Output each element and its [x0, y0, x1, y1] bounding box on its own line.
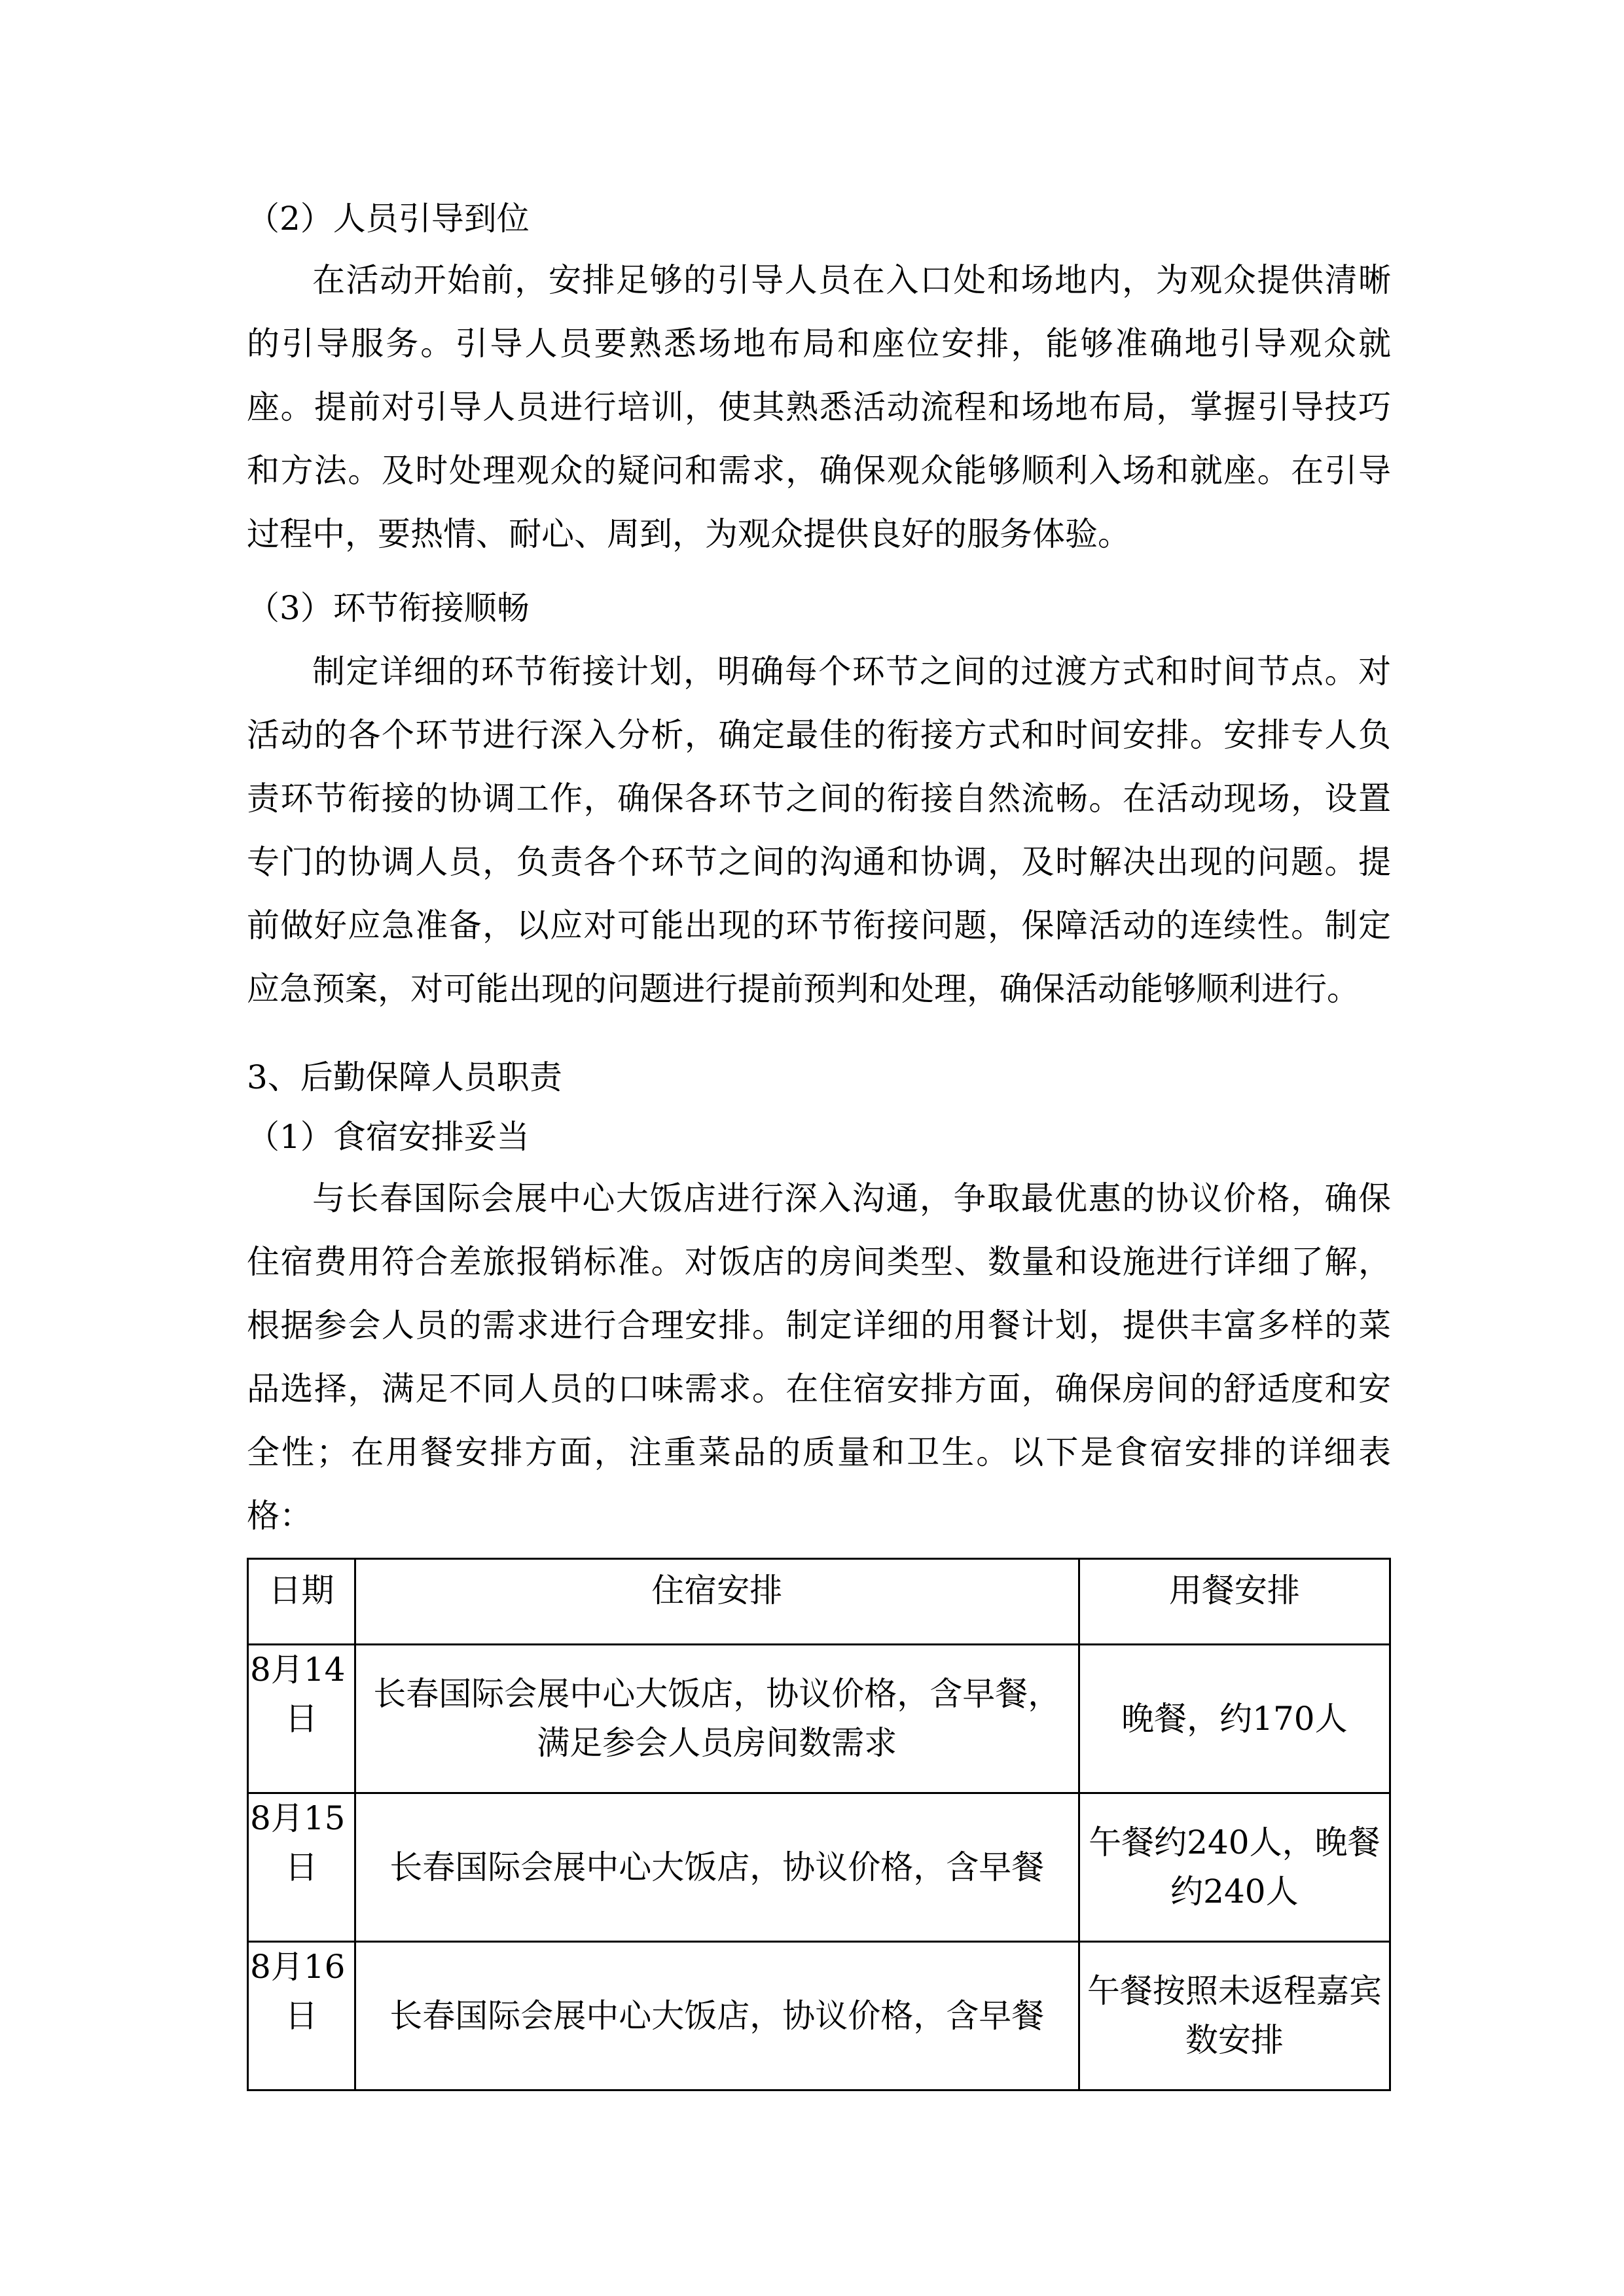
text-line: 与长春国际会展中心大饭店进行深入沟通，争取最优惠的协议价格，确保 [312, 1179, 1391, 1217]
table-row [248, 1793, 1390, 1942]
cell-line: 长春国际会展中心大饭店，协议价格，含早餐 [389, 1996, 1045, 2035]
cell-line: 午餐按照未返程嘉宾 [1087, 1972, 1382, 2010]
lodging-cell [355, 1793, 1079, 1942]
text-line: 根据参会人员的需求进行合理安排。制定详细的用餐计划，提供丰富多样的菜 [247, 1306, 1391, 1344]
meals-cell [1079, 1793, 1390, 1942]
section-heading-guidance: （2）人员引导到位 [247, 200, 530, 238]
text-line: 品选择，满足不同人员的口味需求。在住宿安排方面，确保房间的舒适度和安 [247, 1370, 1391, 1408]
paragraph-guidance [247, 249, 1391, 566]
text-line: 的引导服务。引导人员要熟悉场地布局和座位安排，能够准确地引导观众就 [247, 325, 1391, 363]
text-line: 活动的各个环节进行深入分析，确定最佳的衔接方式和时间安排。安排专人负 [247, 716, 1391, 754]
cell-line: 晚餐，约170人 [1121, 1699, 1348, 1738]
text-line: 专门的协调人员，负责各个环节之间的沟通和协调，及时解决出现的问题。提 [247, 843, 1391, 881]
date-line: 8月14 [250, 1651, 346, 1689]
meals-cell [1079, 1645, 1390, 1793]
date-cell [248, 1645, 355, 1793]
text-line: 和方法。及时处理观众的疑问和需求，确保观众能够顺利入场和就座。在引导 [247, 452, 1391, 490]
text-line: 在活动开始前，安排足够的引导人员在入口处和场地内，为观众提供清晰 [312, 261, 1391, 299]
table-header-row [248, 1559, 1390, 1645]
text-line: 住宿费用符合差旅报销标准。对饭店的房间类型、数量和设施进行详细了解， [247, 1243, 1391, 1281]
header-lodging: 住宿安排 [355, 1559, 1079, 1645]
text-line: 制定详细的环节衔接计划，明确每个环节之间的过渡方式和时间节点。对 [312, 653, 1391, 691]
cell-line: 数安排 [1185, 2021, 1284, 2059]
date-cell [248, 1942, 355, 2090]
date-line: 日 [285, 1997, 318, 2035]
header-date: 日期 [248, 1559, 355, 1645]
paragraph-transition [247, 640, 1391, 1021]
cell-line: 满足参会人员房间数需求 [537, 1724, 897, 1762]
section-heading-accommodation: （1）食宿安排妥当 [247, 1118, 530, 1156]
cell-line: 长春国际会展中心大饭店，协议价格，含早餐 [389, 1848, 1045, 1886]
text-line: 应急预案，对可能出现的问题进行提前预判和处理，确保活动能够顺利进行。 [247, 970, 1360, 1008]
table-row [248, 1942, 1390, 2090]
date-line: 8月16 [250, 1948, 346, 1986]
header-meals: 用餐安排 [1079, 1559, 1390, 1645]
text-line: 前做好应急准备，以应对可能出现的环节衔接问题，保障活动的连续性。制定 [247, 906, 1391, 944]
table-row [248, 1645, 1390, 1793]
paragraph-accommodation [247, 1167, 1391, 1548]
text-line: 过程中，要热情、耐心、周到，为观众提供良好的服务体验。 [247, 515, 1130, 553]
date-line: 日 [285, 1700, 318, 1738]
lodging-cell [355, 1645, 1079, 1793]
section-heading-transition: （3）环节衔接顺畅 [247, 589, 530, 627]
lodging-cell [355, 1942, 1079, 2090]
section-title-logistics: 3、后勤保障人员职责 [247, 1058, 562, 1096]
date-line: 8月15 [250, 1799, 346, 1837]
text-line: 责环节衔接的协调工作，确保各环节之间的衔接自然流畅。在活动现场，设置 [247, 780, 1391, 817]
date-line: 日 [285, 1848, 318, 1886]
text-line: 格： [247, 1497, 312, 1535]
meals-cell [1079, 1942, 1390, 2090]
text-line: 座。提前对引导人员进行培训，使其熟悉活动流程和场地布局，掌握引导技巧 [247, 388, 1391, 426]
cell-line: 长春国际会展中心大饭店，协议价格，含早餐， [373, 1675, 1061, 1713]
date-cell [248, 1793, 355, 1942]
cell-line: 午餐约240人，晚餐 [1089, 1823, 1380, 1861]
text-line: 全性；在用餐安排方面，注重菜品的质量和卫生。以下是食宿安排的详细表 [247, 1433, 1391, 1471]
accommodation-table [247, 1558, 1391, 2091]
cell-line: 约240人 [1170, 1873, 1299, 1910]
